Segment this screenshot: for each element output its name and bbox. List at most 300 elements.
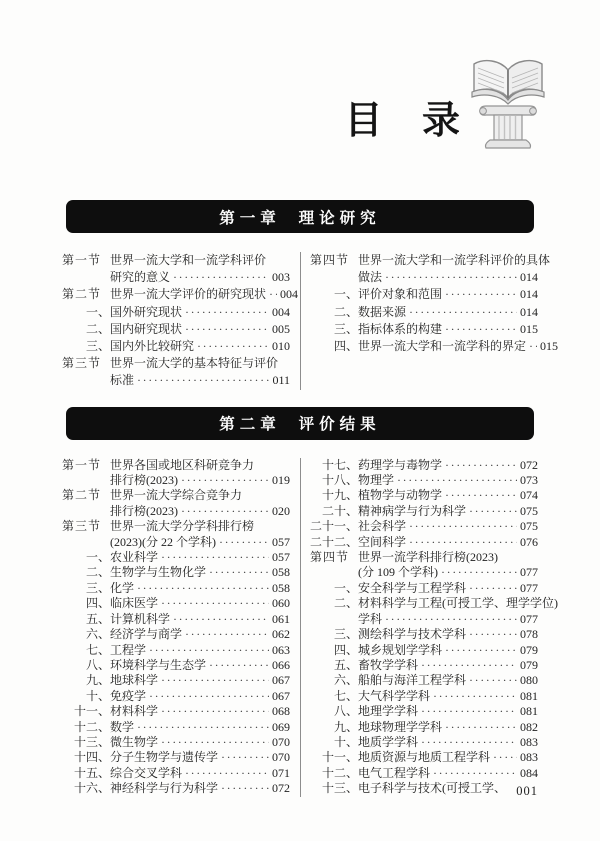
toc-entry [62, 458, 290, 489]
entry-text: 地球科学 [110, 673, 159, 688]
entry-text: 地球物理学学科 [358, 719, 443, 734]
entry-number: 九、 [85, 673, 110, 688]
dot-leader [173, 612, 269, 627]
entry-body [358, 766, 538, 781]
entry-number: 第一节 [62, 457, 102, 472]
toc-entry [62, 519, 290, 550]
entry-page-number: 075 [520, 519, 538, 534]
entry-line [110, 689, 290, 704]
entry-number: 二、 [333, 596, 358, 611]
entry-line [358, 750, 538, 765]
entry-number: 三、 [85, 580, 110, 595]
dot-leader [197, 338, 269, 355]
entry-page-number: 004 [272, 304, 290, 319]
entry-line [358, 535, 538, 550]
dot-leader [181, 504, 269, 519]
entry-number: 四、 [333, 339, 358, 354]
entry-page-number: 014 [520, 304, 538, 319]
entry-body [110, 581, 290, 596]
dot-leader [445, 458, 517, 473]
entry-text: 城乡规划学学科 [358, 642, 443, 657]
entry-body [358, 504, 538, 519]
entry-text: 船舶与海洋工程学科 [358, 673, 467, 688]
entry-body [358, 535, 538, 550]
toc-entry [310, 766, 538, 781]
entry-page-number: 066 [272, 657, 290, 672]
entry-text: (分 109 个学科) [358, 565, 438, 580]
entry-page-number: 057 [272, 534, 290, 549]
entry-page-number: 004 [280, 287, 299, 302]
entry-line [358, 781, 538, 796]
dot-leader [149, 689, 269, 704]
entry-page-number: 080 [520, 673, 538, 688]
entry-body [110, 565, 290, 580]
entry-page-number: 019 [272, 473, 290, 488]
entry-line [358, 304, 538, 321]
entry-number: 八、 [85, 657, 110, 672]
entry-line [358, 550, 538, 565]
entry-line [358, 612, 538, 627]
entry-line [110, 355, 290, 372]
entry-text: 电子科学与技术(可授工学、 [358, 781, 506, 796]
entry-page-number: 005 [272, 321, 290, 336]
entry-page-number: 076 [520, 534, 538, 549]
entry-number: 二、 [85, 321, 110, 336]
entry-line [110, 781, 290, 796]
entry-page-number: 062 [272, 627, 290, 642]
entry-text: 排行榜(2023) [110, 503, 178, 518]
entry-line [110, 252, 290, 269]
entry-text: 精神病学与行为科学 [358, 503, 467, 518]
toc-entry [310, 304, 538, 321]
entry-number: 二、 [85, 565, 110, 580]
toc-entry [62, 596, 290, 611]
entry-body [358, 704, 538, 719]
entry-page-number: 077 [520, 580, 538, 595]
entry-page-number: 084 [520, 765, 538, 780]
entry-text: 畜牧学学科 [358, 657, 419, 672]
chapter-2-right-column [300, 457, 558, 797]
entry-line [110, 488, 290, 503]
entry-body [358, 488, 538, 503]
entry-page-number: 069 [272, 719, 290, 734]
toc-entry [310, 750, 538, 765]
entry-text: 地质资源与地质工程学科 [358, 750, 491, 765]
entry-body [358, 581, 538, 596]
entry-text: (2023)(分 22 个学科) [110, 534, 216, 549]
toc-entry [310, 781, 538, 796]
entry-body [110, 519, 290, 550]
chapter-1-right-column [300, 252, 559, 390]
toc-entry [62, 321, 290, 338]
entry-body [110, 612, 290, 627]
dot-leader [469, 504, 517, 519]
entry-text: 农业科学 [110, 550, 159, 565]
entry-number: 第三节 [62, 519, 102, 534]
entry-text: 指标体系的构建 [358, 321, 443, 336]
dot-leader [469, 627, 517, 642]
entry-number: 二十一、 [310, 519, 359, 534]
entry-text: 世界一流大学和一流学科的界定 [358, 339, 527, 354]
entry-text: 地质学学科 [358, 734, 419, 749]
entry-line [358, 704, 538, 719]
entry-page-number: 083 [520, 734, 538, 749]
open-book-on-column-icon [466, 56, 550, 152]
dot-leader [219, 535, 269, 550]
chapter-1-left-column [62, 252, 300, 390]
entry-body [110, 704, 290, 719]
toc-entry [310, 704, 538, 719]
entry-body [110, 689, 290, 704]
entry-line [358, 286, 538, 303]
dot-leader [137, 720, 269, 735]
toc-entry [62, 565, 290, 580]
entry-number: 一、 [85, 550, 110, 565]
entry-page-number: 083 [520, 750, 538, 765]
entry-line [110, 372, 290, 389]
entry-number: 一、 [333, 580, 358, 595]
dot-leader [161, 550, 269, 565]
entry-body [358, 627, 538, 642]
entry-text: 免疫学 [110, 688, 147, 703]
dot-leader [181, 473, 269, 488]
entry-page-number: 079 [520, 642, 538, 657]
entry-page-number: 067 [272, 688, 290, 703]
entry-number: 第四节 [310, 550, 350, 565]
entry-text: 临床医学 [110, 596, 159, 611]
chapter-1 [62, 200, 559, 390]
toc-entry [62, 704, 290, 719]
entry-number: 三、 [333, 321, 358, 336]
entry-page-number: 072 [272, 781, 290, 796]
entry-line [358, 643, 538, 658]
entry-line [110, 304, 290, 321]
entry-number: 一、 [85, 304, 110, 319]
dot-leader [445, 720, 517, 735]
entry-page-number: 082 [520, 719, 538, 734]
entry-text: 世界一流学科排行榜(2023) [358, 550, 498, 565]
dot-leader [149, 643, 269, 658]
entry-line [358, 596, 558, 611]
entry-number: 第四节 [310, 253, 350, 267]
dot-leader [469, 581, 517, 596]
entry-number: 十六、 [73, 781, 110, 796]
toc-entry [62, 750, 290, 765]
entry-line [110, 565, 290, 580]
chapter-1-banner: 第一章 理论研究 [66, 200, 534, 233]
entry-page-number: 074 [520, 488, 538, 503]
dot-leader [421, 735, 517, 750]
entry-body [110, 286, 299, 303]
entry-body [358, 304, 538, 321]
dot-leader [421, 658, 517, 673]
entry-body [358, 735, 538, 750]
entry-number: 一、 [333, 287, 358, 302]
entry-line [110, 658, 290, 673]
entry-text: 安全科学与工程学科 [358, 580, 467, 595]
toc-entry [62, 488, 290, 519]
dot-leader [221, 781, 269, 796]
entry-line [110, 627, 290, 642]
entry-page-number: 003 [272, 270, 290, 285]
entry-line [358, 504, 538, 519]
toc-entry [310, 519, 538, 534]
entry-page-number: 014 [520, 270, 538, 285]
toc-entry [310, 735, 538, 750]
entry-page-number: 070 [272, 750, 290, 765]
entry-line [358, 766, 538, 781]
dot-leader [185, 304, 269, 321]
entry-page-number: 010 [272, 339, 290, 354]
entry-page-number: 081 [520, 688, 538, 703]
entry-number: 第二节 [62, 488, 102, 503]
dot-leader [161, 735, 269, 750]
entry-number: 第三节 [62, 356, 102, 371]
toc-entry [62, 286, 299, 303]
dot-leader [209, 658, 269, 673]
entry-number: 十七、 [321, 457, 358, 472]
entry-number: 五、 [333, 657, 358, 672]
entry-line [358, 720, 538, 735]
entry-text: 计算机科学 [110, 611, 171, 626]
entry-number: 七、 [333, 688, 358, 703]
toc-entry [310, 338, 559, 355]
entry-page-number: 011 [272, 373, 290, 388]
toc-entry [62, 252, 290, 286]
entry-text: 数学 [110, 719, 135, 734]
entry-text: 神经科学与行为科学 [110, 781, 219, 796]
entry-text: 植物学与动物学 [358, 488, 443, 503]
entry-line [358, 565, 538, 580]
entry-page-number: 058 [272, 565, 290, 580]
entry-number: 五、 [85, 611, 110, 626]
entry-text: 世界一流大学的基本特征与评价 [110, 356, 279, 371]
toc-entry [310, 458, 538, 473]
dot-leader [221, 750, 269, 765]
toc-entry [310, 504, 538, 519]
toc-entry [310, 488, 538, 503]
dot-leader [529, 338, 537, 355]
entry-line [110, 473, 290, 488]
toc-entry [62, 720, 290, 735]
entry-line [358, 252, 551, 269]
entry-line [110, 750, 290, 765]
entry-page-number: 079 [520, 657, 538, 672]
entry-text: 分子生物学与遗传学 [110, 750, 219, 765]
entry-number: 六、 [85, 627, 110, 642]
entry-page-number: 078 [520, 627, 538, 642]
toc-entry [62, 355, 290, 389]
toc-entry [62, 766, 290, 781]
entry-number: 第二节 [62, 287, 102, 302]
entry-body [358, 689, 538, 704]
entry-text: 数据来源 [358, 304, 407, 319]
dot-leader [385, 269, 517, 286]
entry-line [358, 269, 538, 286]
entry-body [358, 596, 558, 627]
entry-number: 十四、 [73, 750, 110, 765]
entry-text: 生物学与生物化学 [110, 565, 207, 580]
entry-body [110, 488, 290, 519]
dot-leader [185, 766, 269, 781]
entry-number: 十九、 [321, 488, 358, 503]
toc-entry [310, 550, 538, 581]
entry-body [110, 596, 290, 611]
toc-entry [310, 321, 538, 338]
dot-leader [409, 535, 517, 550]
entry-body [110, 643, 290, 658]
toc-entry [62, 781, 290, 796]
entry-number: 十三、 [321, 781, 358, 796]
entry-number: 十、 [85, 688, 110, 703]
entry-page-number: 075 [520, 503, 538, 518]
entry-number: 七、 [85, 642, 110, 657]
entry-text: 评价对象和范围 [358, 287, 443, 302]
entry-body [110, 550, 290, 565]
dot-leader [137, 372, 269, 389]
entry-page-number: 057 [272, 550, 290, 565]
dot-leader [445, 643, 517, 658]
toc-entry [62, 338, 290, 355]
entry-text: 排行榜(2023) [110, 473, 178, 488]
chapter-2-banner: 第二章 评价结果 [66, 407, 534, 440]
entry-page-number: 077 [520, 611, 538, 626]
entry-body [110, 304, 290, 321]
entry-page-number: 015 [540, 339, 559, 354]
entry-line [110, 766, 290, 781]
entry-text: 国内研究现状 [110, 321, 183, 336]
entry-text: 世界各国或地区科研竞争力 [110, 457, 255, 472]
entry-body [358, 473, 538, 488]
entry-page-number: 070 [272, 734, 290, 749]
entry-text: 药理学与毒物学 [358, 457, 443, 472]
entry-body [358, 643, 538, 658]
entry-text: 世界一流大学评价的研究现状 [110, 287, 267, 302]
toc-entry [62, 735, 290, 750]
entry-number: 十、 [333, 734, 358, 749]
entry-text: 化学 [110, 580, 135, 595]
entry-number: 八、 [333, 704, 358, 719]
toc-entry [310, 581, 538, 596]
entry-page-number: 058 [272, 580, 290, 595]
entry-body [358, 720, 538, 735]
dot-leader [269, 286, 277, 303]
toc-entry [62, 304, 290, 321]
entry-body [110, 766, 290, 781]
entry-text: 物理学 [358, 473, 395, 488]
entry-line [358, 321, 538, 338]
toc-entry [310, 252, 551, 286]
entry-text: 工程学 [110, 642, 147, 657]
entry-page-number: 081 [520, 704, 538, 719]
dot-leader [433, 766, 517, 781]
dot-leader [409, 519, 517, 534]
entry-line [110, 535, 290, 550]
entry-number: 第一节 [62, 253, 102, 267]
toc-entry [310, 286, 538, 303]
entry-line [358, 689, 538, 704]
entry-page-number: 015 [520, 321, 538, 336]
dot-leader [397, 473, 517, 488]
entry-page-number: 073 [520, 473, 538, 488]
entry-body [110, 750, 290, 765]
chapter-2-left-column [62, 458, 300, 797]
toc-entry [310, 627, 538, 642]
entry-body [110, 673, 290, 688]
entry-line [110, 321, 290, 338]
toc-entry [310, 535, 538, 550]
entry-text: 做法 [358, 270, 383, 285]
entry-line [110, 458, 290, 473]
entry-body [110, 781, 290, 796]
entry-number: 十一、 [321, 750, 358, 765]
entry-text: 地理学学科 [358, 704, 419, 719]
entry-line [358, 473, 538, 488]
entry-body [110, 355, 290, 389]
entry-text: 微生物学 [110, 734, 159, 749]
entry-body [358, 550, 538, 581]
entry-number: 三、 [333, 627, 358, 642]
toc-entry [62, 627, 290, 642]
toc-entry [62, 643, 290, 658]
dot-leader [161, 704, 269, 719]
dot-leader [173, 269, 269, 286]
entry-page-number: 068 [272, 704, 290, 719]
entry-body [358, 252, 551, 286]
entry-body [358, 321, 538, 338]
entry-text: 标准 [110, 373, 135, 388]
toc-entry [62, 658, 290, 673]
toc-entry [310, 473, 538, 488]
entry-line [358, 338, 559, 355]
entry-number: 十八、 [321, 473, 358, 488]
dot-leader [161, 596, 269, 611]
entry-line [358, 673, 538, 688]
entry-number: 二十、 [321, 503, 358, 518]
entry-number: 三、 [85, 339, 110, 354]
dot-leader [185, 321, 269, 338]
entry-number: 十二、 [73, 719, 110, 734]
entry-line [110, 643, 290, 658]
entry-text: 世界一流大学和一流学科评价的具体 [358, 253, 551, 267]
entry-page-number: 014 [520, 287, 538, 302]
entry-page-number: 061 [272, 611, 290, 626]
dot-leader [185, 627, 269, 642]
entry-text: 世界一流大学和一流学科评价 [110, 253, 267, 267]
entry-text: 学科 [358, 611, 383, 626]
entry-page-number: 071 [272, 765, 290, 780]
entry-text: 大气科学学科 [358, 688, 431, 703]
entry-line [110, 504, 290, 519]
chapter-2 [62, 407, 558, 797]
entry-number: 十五、 [73, 765, 110, 780]
entry-body [110, 627, 290, 642]
entry-number: 六、 [333, 673, 358, 688]
entry-text: 研究的意义 [110, 270, 171, 285]
toc-content [0, 200, 600, 797]
dot-leader [469, 673, 517, 688]
entry-page-number: 072 [520, 457, 538, 472]
entry-text: 空间科学 [358, 534, 407, 549]
toc-entry [62, 673, 290, 688]
entry-body [358, 781, 538, 796]
dot-leader [445, 488, 517, 503]
dot-leader [493, 750, 517, 765]
entry-text: 世界一流大学综合竞争力 [110, 488, 243, 503]
toc-entry [310, 658, 538, 673]
folio-page-number: 001 [516, 784, 538, 798]
entry-line [358, 519, 538, 534]
